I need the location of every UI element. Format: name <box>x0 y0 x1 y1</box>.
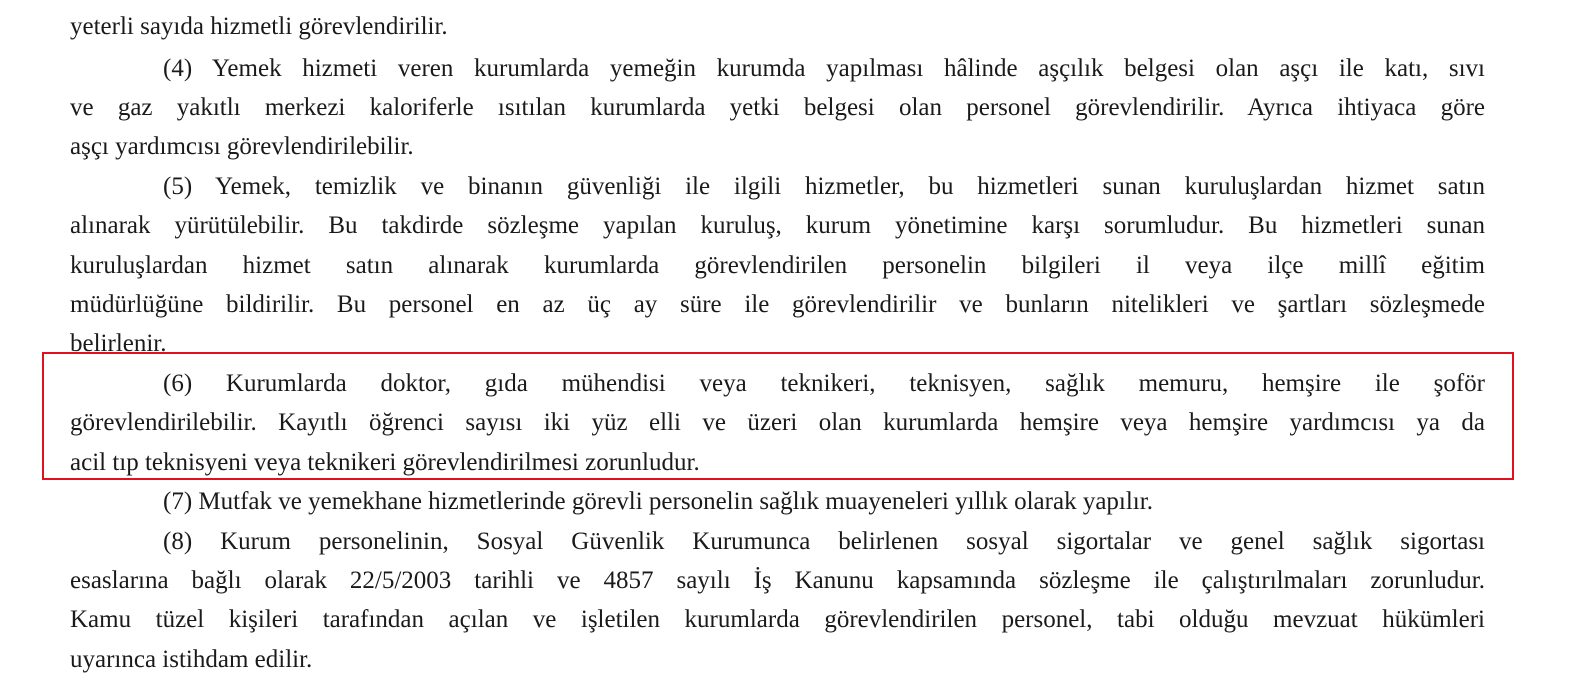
paragraph-5-line-1: (5) Yemek, temizlik ve binanın güvenliği ile ilgili hizmetler, bu hizmetleri sunan kuruluşlardan hizmet satın <box>163 173 1485 200</box>
paragraph-4-line-2: ve gaz yakıtlı merkezi kaloriferle ısıtılan kurumlarda yetki belgesi olan personel görevlendirilir. Ayrıca ihtiyaca göre <box>70 94 1485 121</box>
paragraph-4-line-3: aşçı yardımcısı görevlendirilebilir. <box>70 133 414 160</box>
text-line: yeterli sayıda hizmetli görevlendirilir. <box>70 13 448 40</box>
paragraph-6-line-3: acil tıp teknisyeni veya teknikeri görevlendirilmesi zorunludur. <box>70 449 700 476</box>
paragraph-5-line-5: belirlenir. <box>70 330 167 357</box>
paragraph-5-line-4: müdürlüğüne bildirilir. Bu personel en az üç ay süre ile görevlendirilir ve bunların nitelikleri ve şartları sözleşmede <box>70 291 1485 318</box>
paragraph-5-line-2: alınarak yürütülebilir. Bu takdirde sözleşme yapılan kuruluş, kurum yönetimine karşı sorumludur. Bu hizmetleri sunan <box>70 212 1485 239</box>
paragraph-8-line-1: (8) Kurum personelinin, Sosyal Güvenlik Kurumunca belirlenen sosyal sigortalar ve genel sağlık sigortası <box>163 528 1485 555</box>
paragraph-6-line-2: görevlendirilebilir. Kayıtlı öğrenci sayısı iki yüz elli ve üzeri olan kurumlarda hemşire veya hemşire yardımcısı ya da <box>70 409 1485 436</box>
paragraph-7-line-1: (7) Mutfak ve yemekhane hizmetlerinde görevli personelin sağlık muayeneleri yıllık olarak yapılır. <box>163 488 1153 515</box>
paragraph-5-line-3: kuruluşlardan hizmet satın alınarak kurumlarda görevlendirilen personelin bilgileri il veya ilçe millî eğitim <box>70 252 1485 279</box>
paragraph-4-line-1: (4) Yemek hizmeti veren kurumlarda yemeğin kurumda yapılması hâlinde aşçılık belgesi olan aşçı ile katı, sıvı <box>163 55 1485 82</box>
paragraph-8-line-3: Kamu tüzel kişileri tarafından açılan ve işletilen kurumlarda görevlendirilen personel, tabi olduğu mevzuat hükümleri <box>70 606 1485 633</box>
paragraph-6-line-1: (6) Kurumlarda doktor, gıda mühendisi veya teknikeri, teknisyen, sağlık memuru, hemşire ile şoför <box>163 370 1485 397</box>
paragraph-8-line-4: uyarınca istihdam edilir. <box>70 646 313 673</box>
paragraph-8-line-2: esaslarına bağlı olarak 22/5/2003 tarihli ve 4857 sayılı İş Kanunu kapsamında sözleşme ile çalıştırılmaları zorunludur. <box>70 567 1485 594</box>
